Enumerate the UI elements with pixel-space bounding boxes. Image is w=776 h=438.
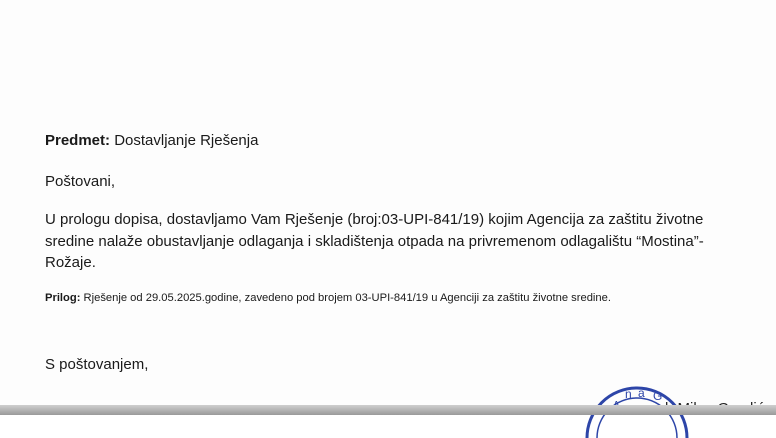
attachment-line: [45, 290, 611, 306]
attachment-label: Prilog:: [45, 292, 81, 304]
subject-line: [45, 131, 258, 151]
body-paragraph: [45, 209, 770, 274]
attachment-text: Rješenje od 29.05.2025.godine, zavedeno pod brojem 03-UPI-841/19 u Agenciji za zaštitu životne sredine.: [83, 292, 611, 304]
greeting: Poštovani,: [45, 173, 116, 190]
body-line: U prologu dopisa, dostavljamo Vam Rješenje (broj:03-UPI-841/19) kojim Agencija za zaštitu životne: [45, 211, 704, 228]
svg-text:n: n: [625, 387, 632, 401]
svg-text:G: G: [653, 389, 663, 403]
subject-text: Dostavljanje Rješenja: [114, 132, 259, 149]
page-bottom-edge: [0, 405, 776, 415]
closing: S poštovanjem,: [45, 356, 149, 373]
svg-text:a: a: [638, 386, 645, 400]
body-line: Rožaje.: [45, 254, 96, 271]
body-line: sredine nalaže obustavljanje odlaganja i skladištenja otpada na privremenom odlagalištu “Mostina”-: [45, 232, 704, 250]
subject-label: Predmet:: [45, 132, 111, 149]
